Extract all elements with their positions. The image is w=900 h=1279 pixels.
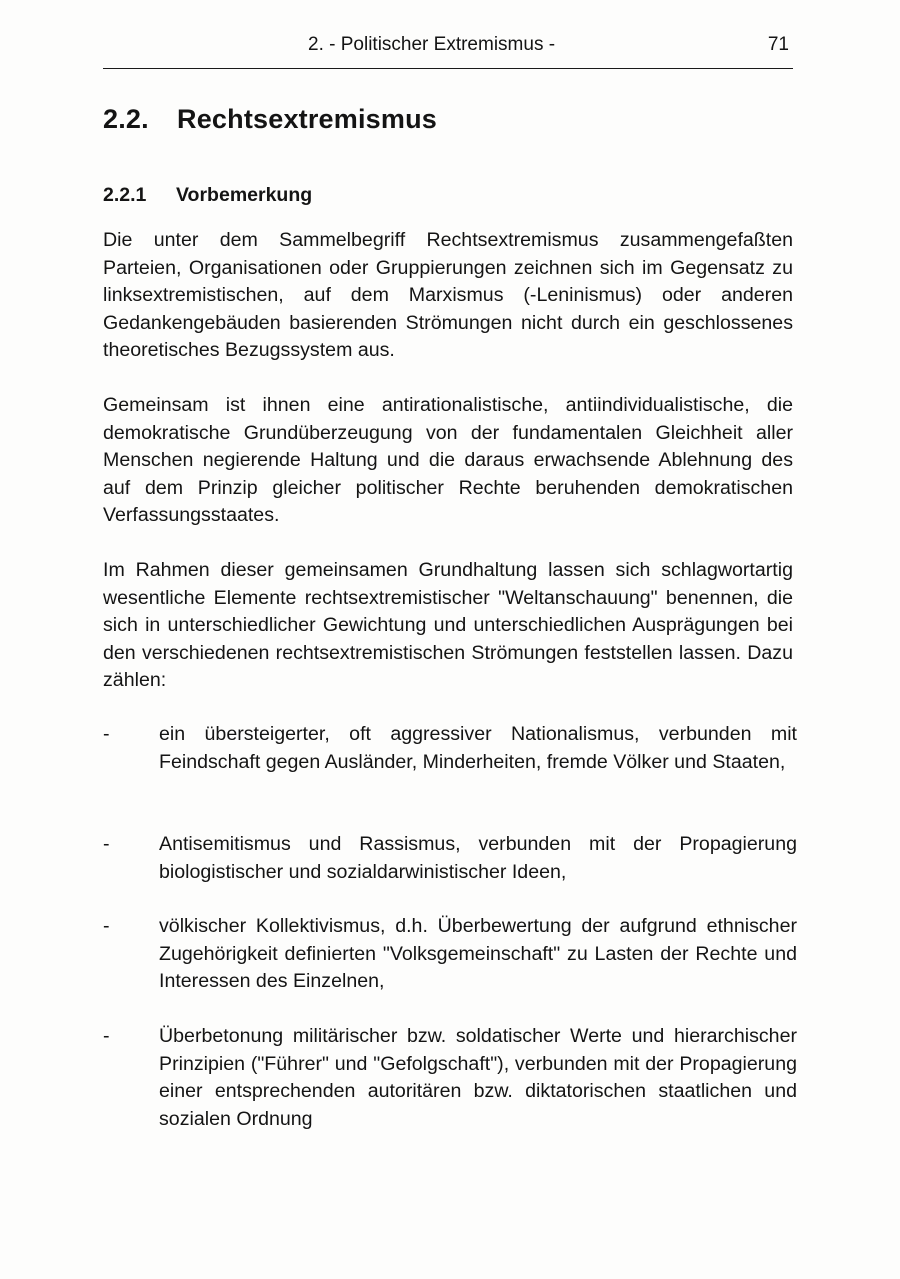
subsection-title: Vorbemerkung	[176, 184, 313, 206]
page-number: 71	[767, 34, 789, 55]
list-bullet: -	[103, 915, 110, 937]
subsection-heading	[103, 184, 312, 207]
section-heading	[103, 104, 437, 135]
list-bullet: -	[103, 833, 110, 855]
list-item-text: Antisemitismus und Rassismus, verbunden mit der Propagierung biologistischer und sozialdarwinistischer Ideen,	[159, 833, 797, 883]
section-number: 2.2.	[103, 104, 149, 134]
paragraph-1: Die unter dem Sammelbegriff Rechtsextremismus zusammengefaßten Parteien, Organisationen oder Gruppierungen zeichnen sich im Gegensatz zu linksextremistischen, auf dem Marxismus (-Leninismus) oder anderen Gedankengebäuden basierenden Strömungen nicht durch ein geschlossenes theoretisches Bezugssystem aus.	[103, 229, 793, 362]
list-item-text: Überbetonung militärischer bzw. soldatischer Werte und hierarchischer Prinzipien ("Führer" und "Gefolgschaft"), verbunden mit der Propagierung einer entsprechenden autoritären bzw. diktatorischen staatlichen und sozialen Ordnung	[159, 1025, 797, 1130]
list-bullet: -	[103, 1025, 110, 1047]
section-title: Rechtsextremismus	[177, 104, 438, 134]
subsection-number: 2.2.1	[103, 184, 147, 206]
list-bullet: -	[103, 723, 110, 745]
list-item-text: völkischer Kollektivismus, d.h. Überbewertung der aufgrund ethnischer Zugehörigkeit definierten "Volksgemeinschaft" zu Lasten der Rechte und Interessen des Einzelnen,	[159, 915, 797, 993]
paragraph-2: Gemeinsam ist ihnen eine antirationalistische, antiindividualistische, die demokratische Grundüberzeugung von der fundamentalen Gleichheit aller Menschen negierende Haltung und die daraus erwachsende Ablehnung des auf dem Prinzip gleicher politischer Rechte beruhenden demokratischen Verfassungsstaates.	[103, 394, 793, 527]
paragraph-3: Im Rahmen dieser gemeinsamen Grundhaltung lassen sich schlagwortartig wesentliche Elemente rechtsextremistischer "Weltanschauung" benennen, die sich in unterschiedlicher Gewichtung und unterschiedlichen Ausprägungen bei den verschiedenen rechtsextremistischen Strömungen feststellen lassen. Dazu zählen:	[103, 559, 793, 692]
running-header	[103, 30, 793, 66]
list-item-text: ein übersteigerter, oft aggressiver Nationalismus, verbunden mit Feindschaft gegen Ausländer, Minderheiten, fremde Völker und Staaten,	[159, 723, 797, 773]
running-title: 2. - Politischer Extremismus -	[308, 34, 556, 55]
header-rule	[103, 68, 793, 69]
